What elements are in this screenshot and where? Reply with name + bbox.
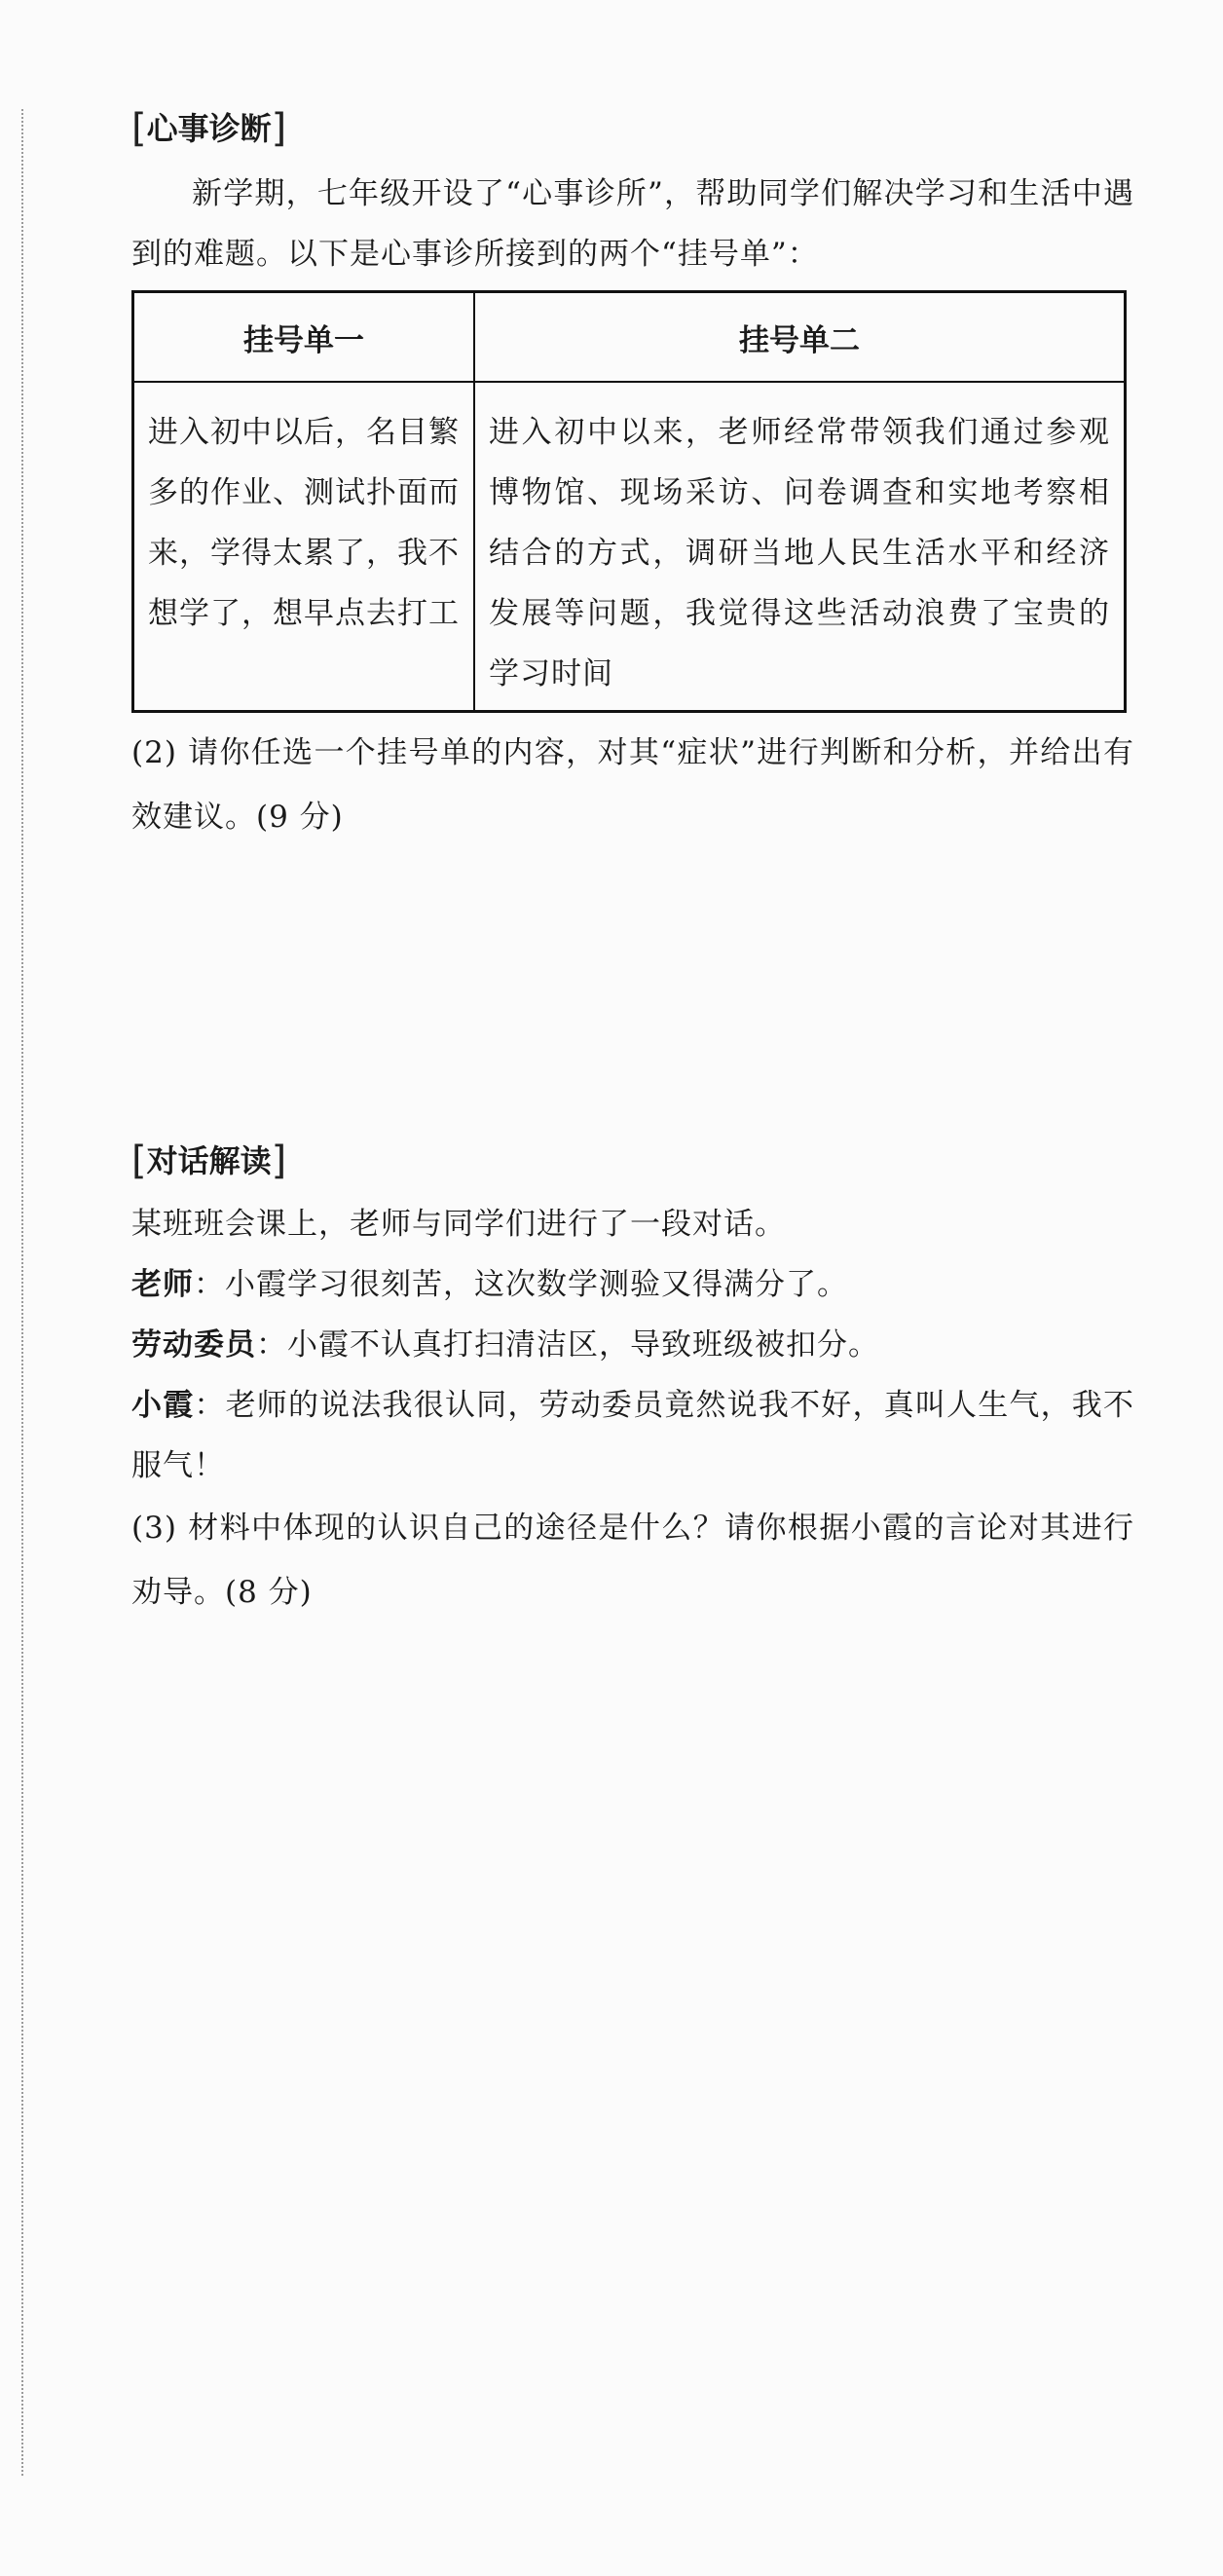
table-row xyxy=(133,382,1126,712)
speaker-name: 劳动委员 xyxy=(131,1327,256,1363)
section-title: 心事诊断 xyxy=(146,110,272,147)
section-heading-diagnosis xyxy=(131,105,286,152)
dialogue-line xyxy=(131,1375,1134,1496)
worksheet-content xyxy=(131,105,1134,1624)
open-bracket: [ xyxy=(131,1139,147,1183)
dialogue-intro: 某班班会课上，老师与同学们进行了一段对话。 xyxy=(131,1207,786,1242)
binding-margin-line xyxy=(21,109,23,2476)
open-bracket: [ xyxy=(131,106,147,151)
close-bracket: ] xyxy=(271,1139,287,1183)
table-header-cell: 挂号单二 xyxy=(474,292,1126,383)
table-header-row xyxy=(133,292,1126,383)
question-2: (2) 请你任选一个挂号单的内容，对其“症状”进行判断和分析，并给出有效建议。(9 分) xyxy=(131,735,1134,835)
table-cell: 进入初中以后，名目繁多的作业、测试扑面而来，学得太累了，我不想学了，想早点去打工 xyxy=(133,382,475,712)
dialogue-text: ：老师的说法我很认同，劳动委员竟然说我不好，真叫人生气，我不服气！ xyxy=(131,1388,1135,1483)
section-title: 对话解读 xyxy=(146,1142,272,1179)
dialogue-line xyxy=(131,1315,1134,1375)
table-header-cell: 挂号单一 xyxy=(133,292,475,383)
close-bracket: ] xyxy=(271,106,287,151)
registration-table xyxy=(131,290,1127,713)
answer-space xyxy=(131,849,1134,1138)
dialogue-line xyxy=(131,1254,1134,1315)
speaker-name: 小霞 xyxy=(131,1388,195,1423)
speaker-name: 老师 xyxy=(131,1267,194,1302)
dialogue-text: ：小霞学习很刻苦，这次数学测验又得满分了。 xyxy=(194,1267,848,1302)
table-cell: 进入初中以来，老师经常带领我们通过参观博物馆、现场采访、问卷调查和实地考察相结合的方式，调研当地人民生活水平和经济发展等问题，我觉得这些活动浪费了宝贵的学习时间 xyxy=(474,382,1126,712)
section-intro: 新学期，七年级开设了“心事诊所”，帮助同学们解决学习和生活中遇到的难题。以下是心事诊所接到的两个“挂号单”： xyxy=(131,176,1134,272)
section-heading-dialogue xyxy=(131,1138,286,1184)
question-3: (3) 材料中体现的认识自己的途径是什么？请你根据小霞的言论对其进行劝导。(8 分) xyxy=(131,1511,1134,1610)
dialogue-text: ：小霞不认真打扫清洁区，导致班级被扣分。 xyxy=(256,1327,879,1363)
